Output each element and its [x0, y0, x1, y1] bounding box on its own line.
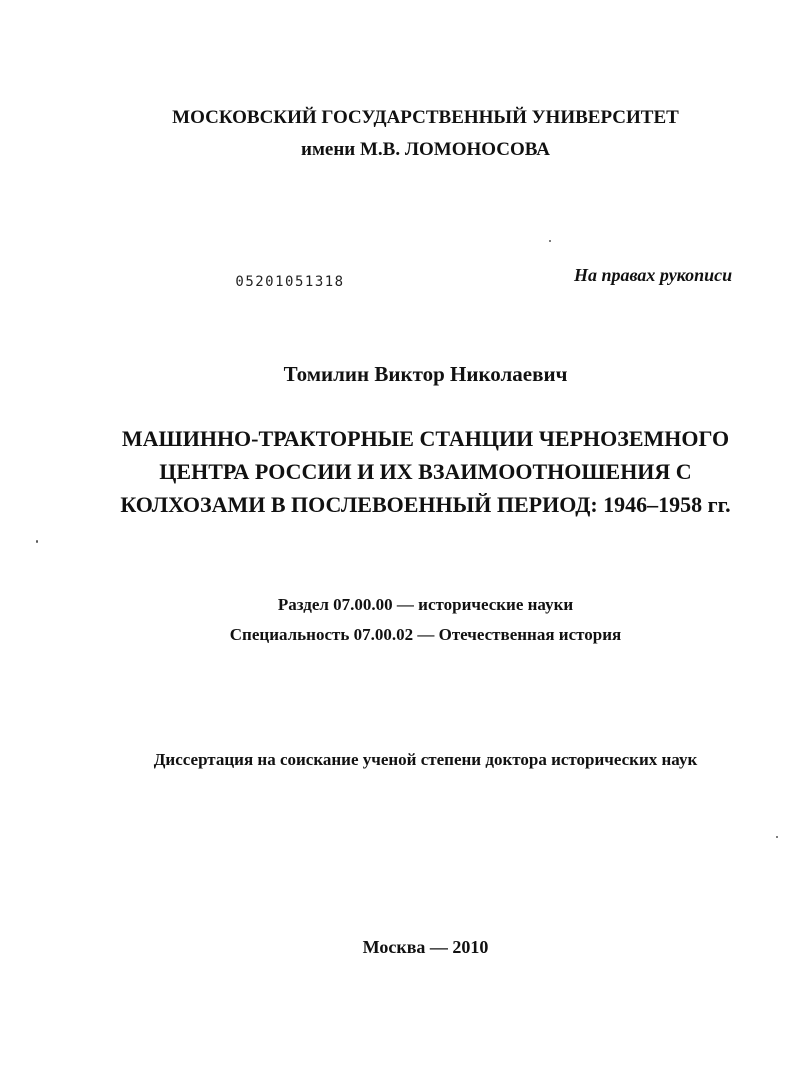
section-line: Раздел 07.00.00 — исторические науки — [277, 595, 574, 614]
archive-stamp-number: 05201051318 — [235, 274, 345, 290]
scan-speck — [776, 836, 778, 838]
title-line: КОЛХОЗАМИ В ПОСЛЕВОЕННЫЙ ПЕРИОД: 1946–1958 гг. — [120, 492, 731, 517]
dissertation-title — [0, 422, 793, 521]
university-named-after: имени М.В. ЛОМОНОСОВА — [301, 139, 550, 160]
specialty-line: Специальность 07.00.02 — Отечественная история — [229, 625, 622, 644]
rights-note: На правах рукописи — [574, 265, 733, 285]
scan-speck — [549, 240, 551, 242]
university-name: МОСКОВСКИЙ ГОСУДАРСТВЕННЫЙ УНИВЕРСИТЕТ — [172, 107, 679, 128]
author-name: Томилин Виктор Николаевич — [283, 362, 568, 386]
degree-statement: Диссертация на соискание ученой степени доктора исторических наук — [153, 750, 698, 769]
title-line: МАШИННО-ТРАКТОРНЫЕ СТАНЦИИ ЧЕРНОЗЕМНОГО — [121, 426, 730, 451]
city-and-year: Москва — 2010 — [362, 937, 489, 957]
scan-speck — [36, 540, 38, 543]
title-line: ЦЕНТРА РОССИИ И ИХ ВЗАИМООТНОШЕНИЯ С — [159, 459, 692, 484]
